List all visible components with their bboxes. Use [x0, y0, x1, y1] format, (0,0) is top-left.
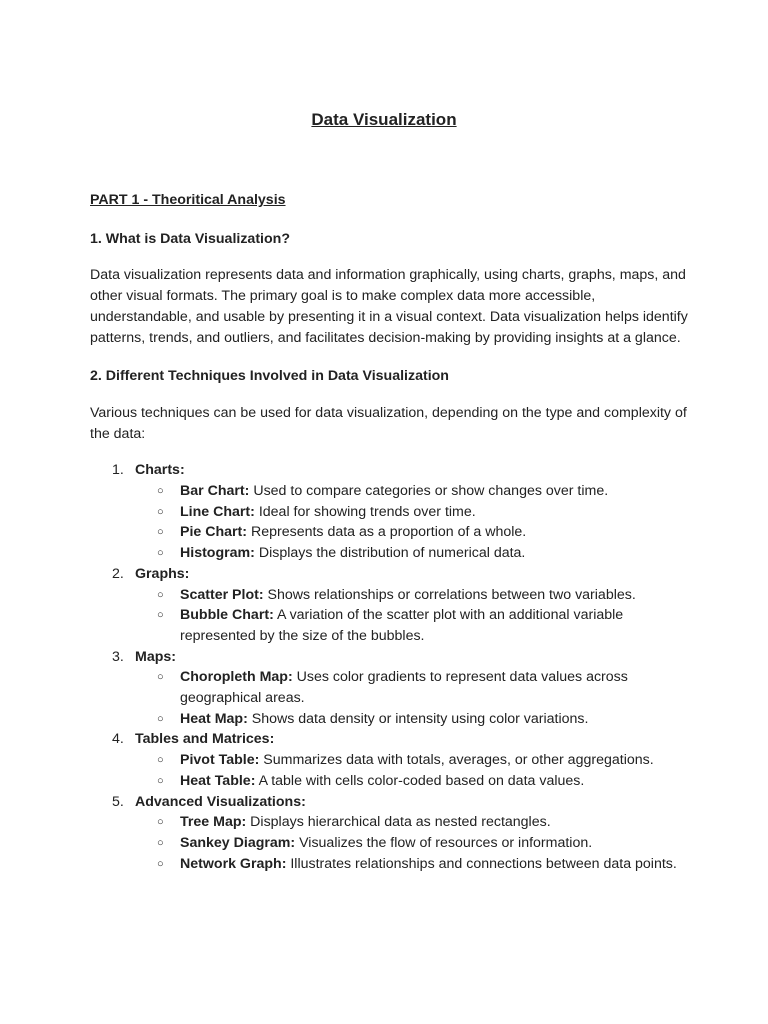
- hollow-bullet-icon: ○: [157, 712, 164, 725]
- technique-description: Shows relationships or correlations between two variables.: [263, 586, 636, 603]
- technique-sublist: [135, 750, 690, 791]
- technique-description: Illustrates relationships and connections between data points.: [286, 855, 677, 872]
- category-label: Charts:: [135, 462, 185, 479]
- technique-list: [90, 460, 690, 874]
- technique-term: Pivot Table:: [180, 752, 260, 769]
- technique-description: Ideal for showing trends over time.: [254, 503, 476, 520]
- technique-category: [90, 647, 690, 730]
- list-number: 5.: [112, 793, 124, 810]
- technique-description: Uses color gradients to represent data values across geographical areas.: [180, 669, 628, 707]
- section-2-heading: 2. Different Techniques Involved in Data Visualization: [90, 368, 449, 385]
- hollow-bullet-icon: ○: [157, 754, 164, 767]
- technique-description: Represents data as a proportion of a whole.: [247, 524, 527, 541]
- technique-term: Heat Table:: [180, 772, 256, 789]
- hollow-bullet-icon: ○: [157, 547, 164, 560]
- technique-term: Scatter Plot:: [180, 586, 264, 603]
- technique-description: Summarizes data with totals, averages, or other aggregations.: [259, 752, 654, 769]
- technique-item: [135, 854, 690, 875]
- list-number: 1.: [112, 462, 124, 479]
- hollow-bullet-icon: ○: [157, 774, 164, 787]
- technique-item: [135, 481, 690, 502]
- technique-category: [90, 460, 690, 564]
- technique-item: [135, 522, 690, 543]
- hollow-bullet-icon: ○: [157, 526, 164, 539]
- technique-item: [135, 771, 690, 792]
- technique-description: Used to compare categories or show changes over time.: [249, 483, 609, 500]
- document-body: [90, 190, 690, 874]
- technique-term: Network Graph:: [180, 855, 287, 872]
- technique-category: [90, 792, 690, 875]
- category-label: Graphs:: [135, 565, 190, 582]
- technique-term: Pie Chart:: [180, 524, 248, 541]
- category-label: Tables and Matrices:: [135, 731, 275, 748]
- technique-description: Visualizes the flow of resources or information.: [295, 834, 593, 851]
- category-label: Advanced Visualizations:: [135, 793, 306, 810]
- technique-item: [135, 543, 690, 564]
- technique-term: Line Chart:: [180, 503, 255, 520]
- technique-description: A variation of the scatter plot with an additional variable represented by the size of the bubbles.: [180, 607, 624, 644]
- technique-term: Choropleth Map:: [180, 669, 293, 686]
- hollow-bullet-icon: ○: [157, 609, 164, 622]
- technique-term: Bar Chart:: [180, 483, 250, 500]
- technique-term: Sankey Diagram:: [180, 834, 296, 851]
- category-label: Maps:: [135, 648, 176, 665]
- hollow-bullet-icon: ○: [157, 816, 164, 829]
- technique-item: [135, 667, 690, 708]
- technique-category: [90, 729, 690, 791]
- technique-description: Shows data density or intensity using color variations.: [247, 710, 589, 727]
- technique-item: [135, 750, 690, 771]
- technique-term: Heat Map:: [180, 710, 248, 727]
- technique-item: [135, 605, 690, 646]
- technique-description: Displays the distribution of numerical data.: [254, 545, 526, 562]
- technique-sublist: [135, 585, 690, 647]
- technique-sublist: [135, 812, 690, 874]
- technique-sublist: [135, 667, 690, 729]
- hollow-bullet-icon: ○: [157, 505, 164, 518]
- technique-description: A table with cells color-coded based on data values.: [255, 772, 585, 789]
- section-1-heading: 1. What is Data Visualization?: [90, 230, 290, 247]
- technique-item: [135, 502, 690, 523]
- section-2-intro: Various techniques can be used for data visualization, depending on the type and complexity of the data:: [90, 404, 687, 442]
- technique-sublist: [135, 481, 690, 564]
- hollow-bullet-icon: ○: [157, 588, 164, 601]
- technique-item: [135, 812, 690, 833]
- list-number: 4.: [112, 731, 124, 748]
- list-number: 3.: [112, 648, 124, 665]
- technique-category: [90, 564, 690, 647]
- hollow-bullet-icon: ○: [157, 671, 164, 684]
- technique-item: [135, 709, 690, 730]
- technique-item: [135, 585, 690, 606]
- technique-description: Displays hierarchical data as nested rectangles.: [246, 814, 551, 831]
- hollow-bullet-icon: ○: [157, 857, 164, 870]
- technique-term: Tree Map:: [180, 814, 247, 831]
- technique-term: Bubble Chart:: [180, 607, 274, 624]
- part-heading: PART 1 - Theoritical Analysis: [90, 192, 286, 208]
- document-title: Data Visualization: [311, 110, 457, 129]
- hollow-bullet-icon: ○: [157, 836, 164, 849]
- section-1-paragraph: Data visualization represents data and information graphically, using charts, graphs, maps, and other visual formats. The primary goal is to make complex data more accessible, understandable, and usable by presenting it in a visual context. Data visualization helps identify patterns, trends, and outliers, and facilitates decision-making by providing insights at a glance.: [90, 267, 688, 346]
- hollow-bullet-icon: ○: [157, 485, 164, 498]
- list-number: 2.: [112, 565, 124, 582]
- technique-item: [135, 833, 690, 854]
- technique-term: Histogram:: [180, 545, 255, 562]
